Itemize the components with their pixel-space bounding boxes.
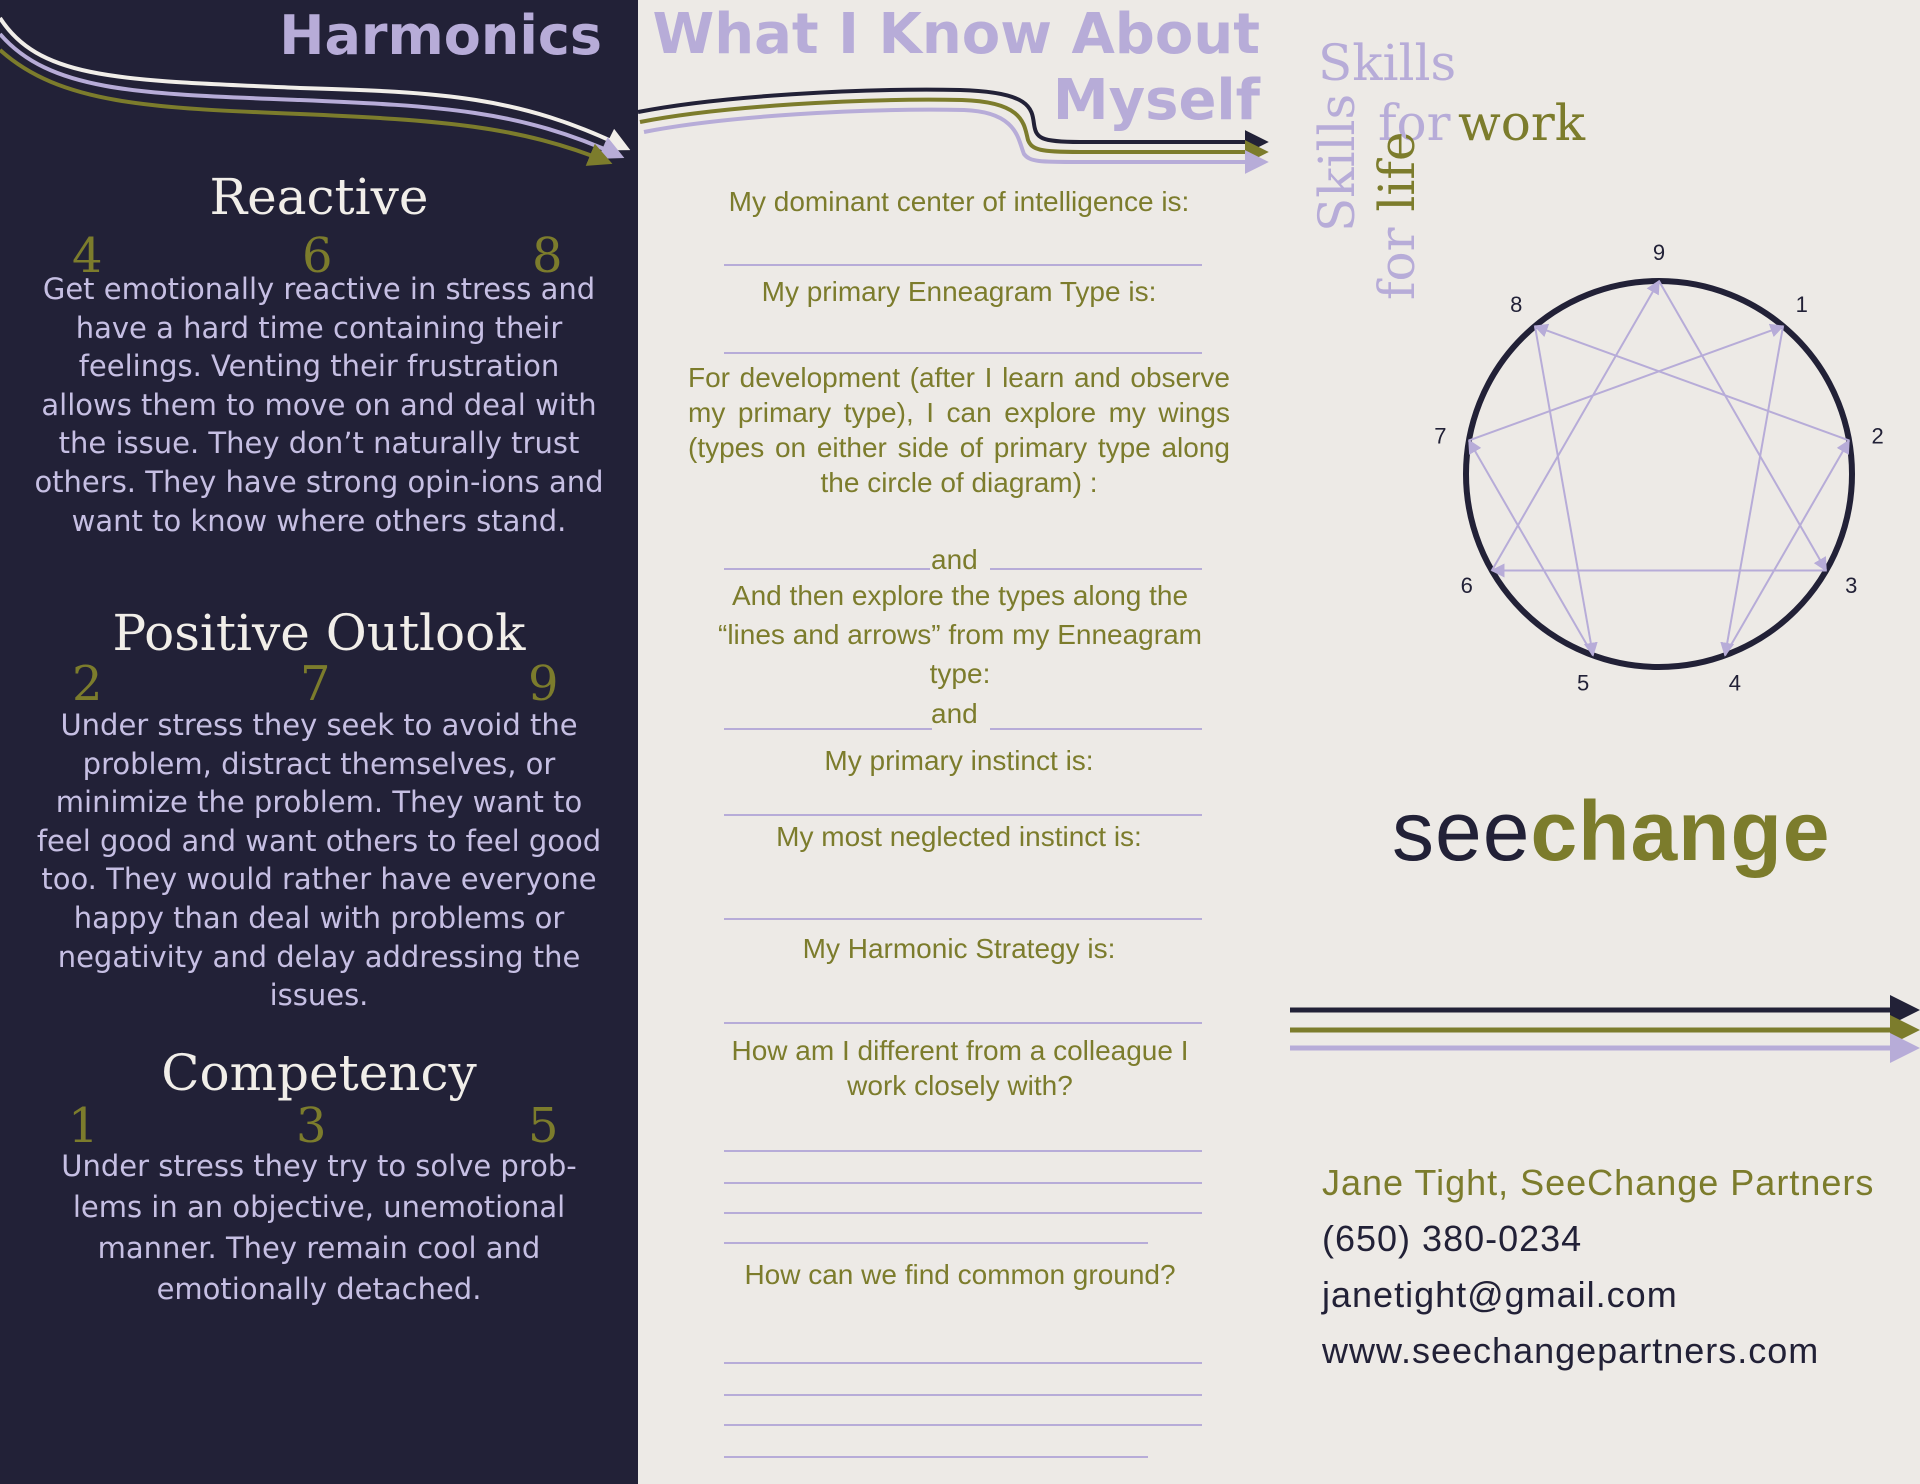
enneagram-arrow	[1659, 281, 1826, 571]
competency-description: Under stress they try to solve prob-lems in an objective, unemotional manner. They remain cool and emotionally detached.	[61, 1149, 577, 1306]
logo-see: see	[1392, 784, 1531, 878]
tagline-skills-vertical: Skills	[1308, 93, 1366, 232]
logo-change: change	[1530, 784, 1831, 878]
enneagram-point-label: 3	[1845, 573, 1858, 598]
positive-outlook-heading: Positive Outlook	[112, 604, 526, 662]
tagline-work: work	[1458, 94, 1586, 152]
competency-heading: Competency	[161, 1044, 477, 1102]
reactive-number: 8	[532, 228, 563, 284]
positive-outlook-number: 2	[72, 656, 103, 712]
question-colleague: How am I different from a colleague I work closely with?	[731, 1035, 1189, 1101]
contact-website[interactable]: www.seechangepartners.com	[1322, 1330, 1820, 1371]
and-label: and	[931, 544, 978, 575]
and-label: and	[931, 698, 978, 729]
positive-outlook-number: 9	[528, 656, 559, 712]
contact-name: Jane Tight, SeeChange Partners	[1322, 1162, 1875, 1203]
tagline-life: life	[1368, 131, 1426, 212]
enneagram-point-label: 2	[1871, 423, 1884, 449]
enneagram-point-label: 9	[1652, 240, 1666, 265]
enneagram-arrow	[1492, 281, 1659, 571]
competency-number: 1	[68, 1098, 99, 1154]
contact-phone: (650) 380-0234	[1322, 1218, 1583, 1259]
worksheet-title-line1: What I Know About	[652, 2, 1260, 67]
enneagram-point-label: 1	[1795, 291, 1808, 317]
reactive-number: 6	[302, 228, 333, 284]
question-wings: For development (after I learn and observe my primary type), I can explore my wings (types on either side of primary type along the circle of diagram) :	[688, 362, 1230, 498]
question-neglected-instinct: My most neglected instinct is:	[776, 821, 1142, 852]
question-lines-and-arrows: And then explore the types along the “lines and arrows” from my Enneagram type:	[718, 580, 1202, 689]
question-center-of-intelligence: My dominant center of intelligence is:	[728, 186, 1190, 217]
enneagram-point-label: 8	[1510, 291, 1523, 317]
question-primary-instinct: My primary instinct is:	[824, 745, 1094, 776]
reactive-number: 4	[72, 228, 103, 284]
worksheet-title-line2: Myself	[1052, 68, 1260, 133]
enneagram-point-label: 4	[1728, 670, 1742, 696]
enneagram-point-label: 6	[1460, 573, 1473, 598]
contact-email[interactable]: janetight@gmail.com	[1322, 1274, 1678, 1315]
tagline-for-bottom: for	[1368, 227, 1426, 300]
competency-number: 3	[296, 1098, 327, 1154]
question-primary-type: My primary Enneagram Type is:	[761, 276, 1157, 307]
reactive-description: Get emotionally reactive in stress and have a hard time containing their feelings. Venting their frustration allows them to move on and deal with the issue. They don’t naturally trust others. They have strong opin-ions and want to know where others stand.	[34, 272, 604, 538]
question-common-ground: How can we find common ground?	[744, 1259, 1176, 1290]
harmonics-title: Harmonics	[279, 4, 602, 67]
question-harmonic-strategy: My Harmonic Strategy is:	[802, 933, 1116, 964]
enneagram-circle	[1466, 281, 1852, 667]
reactive-heading: Reactive	[209, 168, 429, 226]
enneagram-point-label: 7	[1434, 423, 1447, 449]
positive-outlook-number: 7	[300, 656, 331, 712]
tagline-skills-top: Skills	[1318, 34, 1457, 92]
tagline-for-top: for	[1378, 94, 1451, 152]
competency-number: 5	[528, 1098, 559, 1154]
enneagram-point-label: 5	[1576, 670, 1590, 696]
positive-outlook-description: Under stress they seek to avoid the problem, distract themselves, or minimize the problem. They want to feel good and want others to feel good too. They would rather have everyone happy than deal with problems or negativity and delay addressing the issues.	[36, 708, 602, 1013]
